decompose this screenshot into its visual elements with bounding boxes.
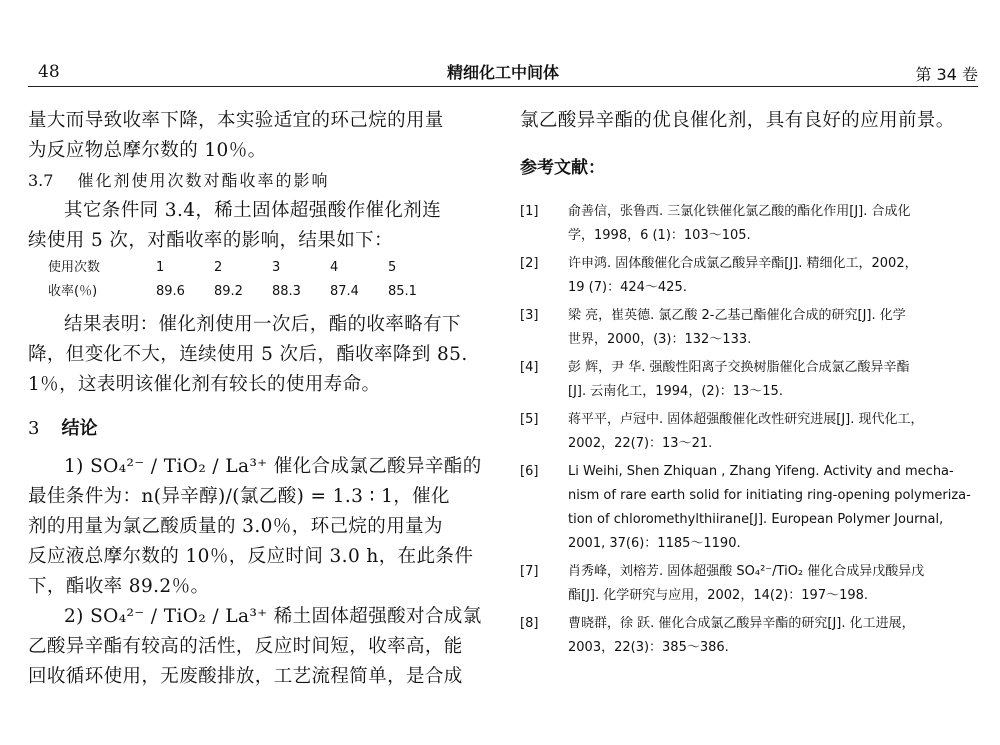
reference-text: 彭 辉，尹 华. 强酸性阳离子交换树脂催化合成氯乙酸异辛酯 <box>568 360 910 375</box>
table-row <box>48 282 486 306</box>
reference-text: 2002，22(7)：13～21. <box>568 436 713 451</box>
page-number: 48 <box>38 62 60 82</box>
reference-text: 许申鸿. 固体酸催化合成氯乙酸异辛酯[J]. 精细化工，2002， <box>568 256 918 271</box>
section-heading <box>28 166 486 196</box>
table-cell: 89.2 <box>214 284 243 299</box>
reference-text: Li Weihi, Shen Zhiquan , Zhang Yifeng. Activity and mecha- <box>568 464 954 479</box>
table-cell: 89.6 <box>156 284 185 299</box>
reference-number: [5] <box>520 412 539 427</box>
reference-item <box>520 408 980 456</box>
reference-item <box>520 612 980 660</box>
table-cell: 3 <box>272 260 281 275</box>
reference-text: 2001, 37(6)：1185～1190. <box>568 536 741 551</box>
text-line: 下，酯收率 89.2％。 <box>28 576 210 597</box>
reference-text: tion of chloromethylthiirane[J]. European Polymer Journal, <box>568 512 944 527</box>
reference-number: [3] <box>520 308 539 323</box>
results-table <box>48 258 486 306</box>
reference-item <box>520 356 980 404</box>
table-cell: 1 <box>156 260 165 275</box>
section-title: 催化剂使用次数对酯收率的影响 <box>77 171 330 190</box>
reference-item <box>520 304 980 352</box>
text-line: 最佳条件为：n(异辛醇)/(氯乙酸) = 1.3 ∶ 1，催化 <box>28 486 450 507</box>
reference-list <box>520 200 980 660</box>
page-header <box>28 56 978 86</box>
text-line: 2) SO₄²⁻ / TiO₂ / La³⁺ 稀土固体超强酸对合成氯 <box>64 606 482 627</box>
left-column <box>28 106 486 692</box>
reference-text: 学，1998，6 (1)：103～105. <box>568 228 751 243</box>
reference-number: [2] <box>520 256 539 271</box>
references-heading: 参考文献： <box>520 158 605 178</box>
reference-text: 俞善信，张鲁西. 三氯化铁催化氯乙酸的酯化作用[J]. 合成化 <box>568 204 911 219</box>
volume-label: 第 34 卷 <box>915 65 978 84</box>
reference-text: nism of rare earth solid for initiating ring-opening polymeriza- <box>568 488 971 503</box>
heading-title: 结论 <box>61 418 98 439</box>
text-line: 续使用 5 次，对酯收率的影响，结果如下： <box>28 230 393 251</box>
text-line: 1) SO₄²⁻ / TiO₂ / La³⁺ 催化合成氯乙酸异辛酯的 <box>64 456 482 477</box>
reference-number: [4] <box>520 360 539 375</box>
reference-number: [7] <box>520 564 539 579</box>
text-line: 为反应物总摩尔数的 10％。 <box>28 140 267 161</box>
reference-text: 世界，2000，(3)：132～133. <box>568 332 752 347</box>
text-line: 回收循环使用，无废酸排放，工艺流程简单，是合成 <box>28 666 463 687</box>
journal-title: 精细化工中间体 <box>446 63 559 82</box>
reference-item <box>520 252 980 300</box>
reference-text: 酯[J]. 化学研究与应用，2002，14(2)：197～198. <box>568 588 869 603</box>
table-row-label: 收率(％) <box>48 284 98 299</box>
table-cell: 88.3 <box>272 284 301 299</box>
text-line: 剂的用量为氯乙酸质量的 3.0％，环己烷的用量为 <box>28 516 443 537</box>
header-rule <box>28 86 978 87</box>
text-line: 氯乙酸异辛酯的优良催化剂，具有良好的应用前景。 <box>520 110 955 131</box>
reference-number: [6] <box>520 464 539 479</box>
reference-number: [8] <box>520 616 539 631</box>
table-cell: 5 <box>388 260 397 275</box>
reference-text: 蒋平平，卢冠中. 固体超强酸催化改性研究进展[J]. 现代化工， <box>568 412 924 427</box>
text-line: 反应液总摩尔数的 10％，反应时间 3.0 h，在此条件 <box>28 546 474 567</box>
right-column <box>520 106 980 664</box>
table-cell: 4 <box>330 260 339 275</box>
text-line: 1％，这表明该催化剂有较长的使用寿命。 <box>28 374 381 395</box>
reference-item <box>520 560 980 608</box>
reference-item <box>520 460 980 556</box>
reference-text: [J]. 云南化工，1994，(2)：13～15. <box>568 384 783 399</box>
reference-text: 19 (7)：424～425. <box>568 280 687 295</box>
heading-number: 3 <box>28 418 40 439</box>
table-header-row <box>48 258 486 282</box>
text-line: 乙酸异辛酯有较高的活性，反应时间短，收率高，能 <box>28 636 463 657</box>
text-line: 其它条件同 3.4，稀土固体超强酸作催化剂连 <box>64 200 442 221</box>
text-line: 结果表明：催化剂使用一次后，酯的收率略有下 <box>64 314 461 335</box>
text-line: 量大而导致收率下降，本实验适宜的环己烷的用量 <box>28 110 444 131</box>
table-cell: 2 <box>214 260 223 275</box>
conclusion-heading <box>28 414 486 444</box>
section-number: 3.7 <box>28 171 54 190</box>
table-cell: 85.1 <box>388 284 417 299</box>
reference-text: 梁 亮，崔英德. 氯乙酸 2-乙基己酯催化合成的研究[J]. 化学 <box>568 308 906 323</box>
reference-text: 曹晓群，徐 跃. 催化合成氯乙酸异辛酯的研究[J]. 化工进展， <box>568 616 915 631</box>
table-cell: 87.4 <box>330 284 359 299</box>
table-header-label: 使用次数 <box>48 260 101 275</box>
reference-text: 2003，22(3)：385～386. <box>568 640 729 655</box>
reference-number: [1] <box>520 204 539 219</box>
reference-text: 肖秀峰，刘榕芳. 固体超强酸 SO₄²⁻/TiO₂ 催化合成异戊酸异戊 <box>568 564 925 579</box>
reference-item <box>520 200 980 248</box>
text-line: 降，但变化不大，连续使用 5 次后，酯收率降到 85. <box>28 344 468 365</box>
